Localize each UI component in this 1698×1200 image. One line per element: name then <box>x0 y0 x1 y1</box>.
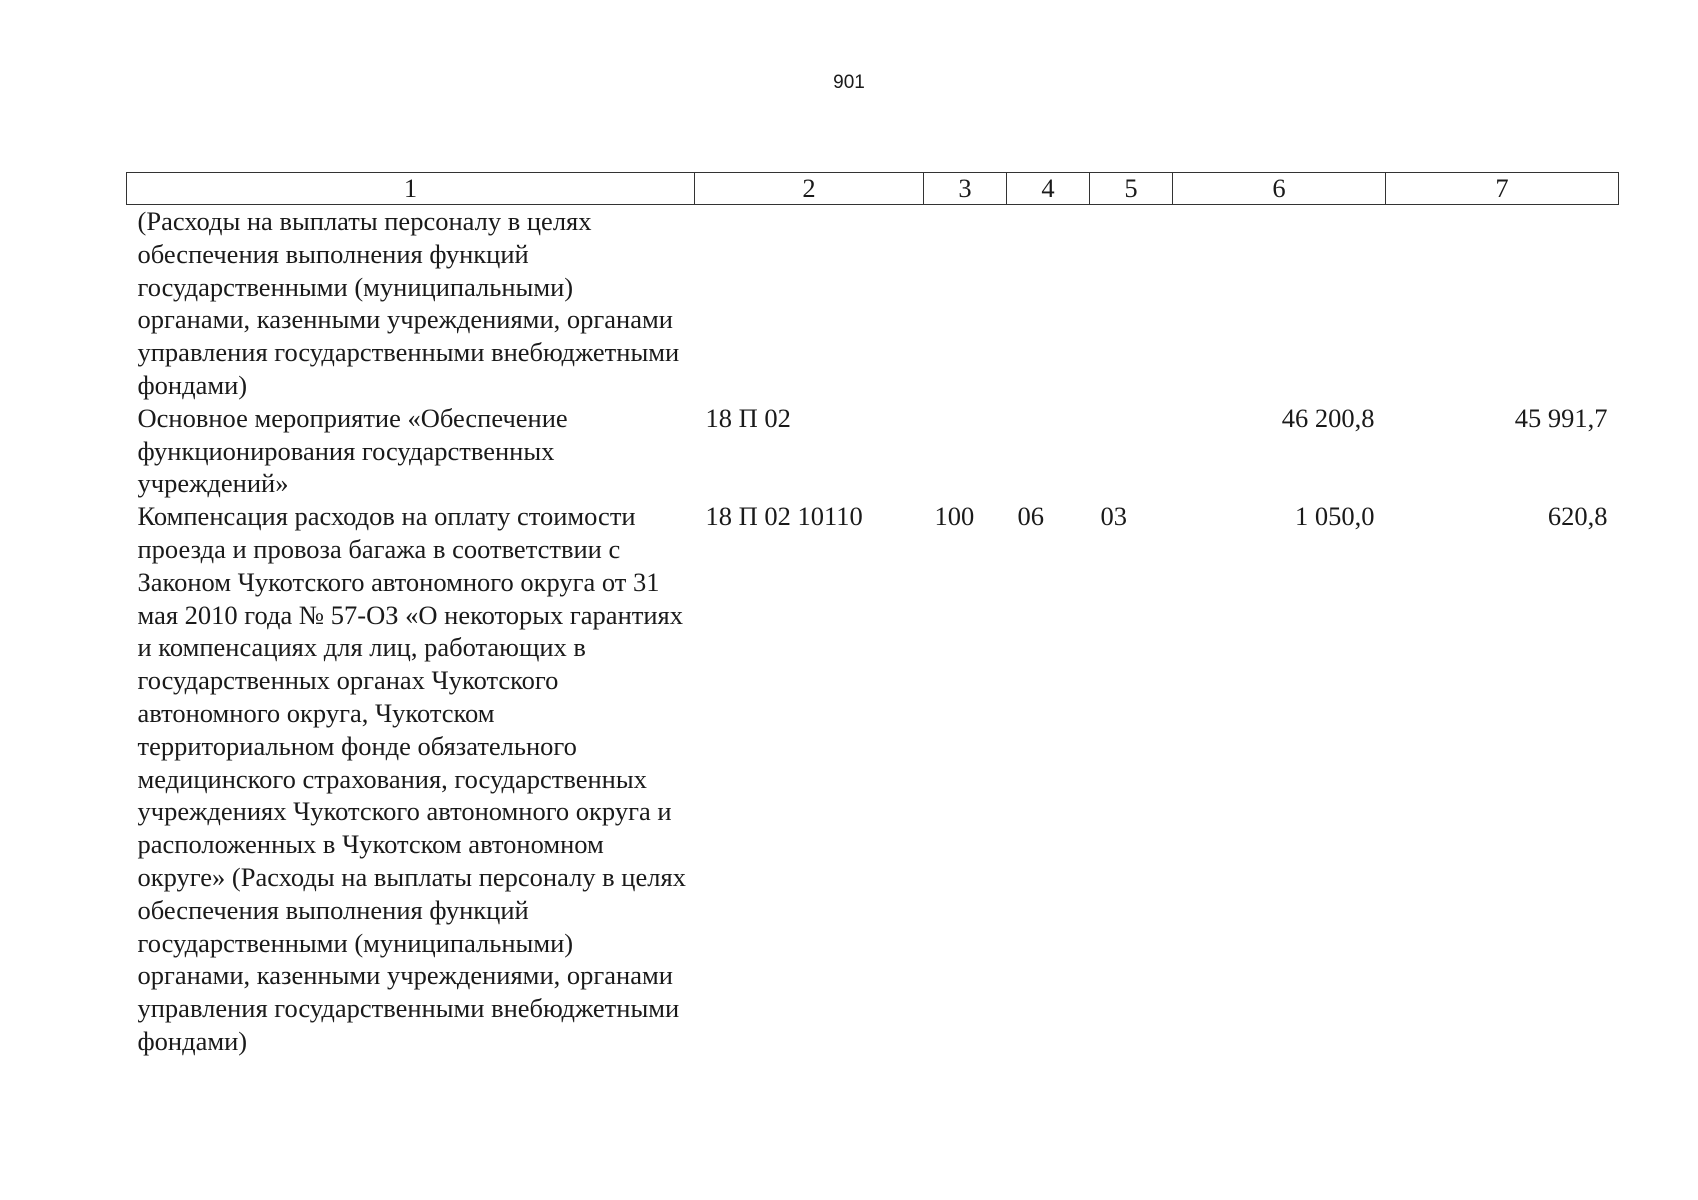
row-sum2-cell <box>1386 205 1619 402</box>
header-cell-7: 7 <box>1386 173 1619 205</box>
row-sum2-cell: 620,8 <box>1547 501 1608 532</box>
row-sum2-cell: 45 991,7 <box>1514 402 1608 433</box>
row-vr-cell: 100 <box>934 501 975 532</box>
row-sum1-cell: 1 050,0 <box>1295 501 1375 532</box>
header-cell-4: 4 <box>1007 173 1090 205</box>
row-name-cell: Основное мероприятие «Обеспечение функционирования государственных учреждений» <box>137 402 568 499</box>
table-body <box>127 205 1619 1058</box>
row-name-cell: (Расходы на выплаты персоналу в целях обеспечения выполнения функций государственными (муниципальными) органами, казенными учреждениями, органами управления государственными внебюджетными фондами) <box>137 206 680 400</box>
table-row <box>127 500 1619 1058</box>
header-cell-3: 3 <box>924 173 1007 205</box>
row-vr-cell <box>924 402 1007 500</box>
header-cell-2: 2 <box>695 173 924 205</box>
row-pr-cell <box>1090 205 1173 402</box>
row-rz-cell <box>1007 205 1090 402</box>
header-row <box>127 173 1619 205</box>
row-code-cell: 18 П 02 <box>705 402 791 433</box>
table-header <box>127 173 1619 205</box>
row-sum1-cell <box>1173 205 1386 402</box>
row-pr-cell: 03 <box>1100 501 1127 532</box>
header-cell-6: 6 <box>1173 173 1386 205</box>
budget-table <box>126 172 1619 1058</box>
table-row <box>127 205 1619 402</box>
row-name-cell: Компенсация расходов на оплату стоимости проезда и провоза багажа в соответствии с Законом Чукотского автономного округа от 31 мая 2010 года № 57-ОЗ «О некоторых гарантиях и компенсациях для лиц, работающих в государственных органах Чукотского автономного округа, Чукотском территориальном фонде обязательного медицинского страхования, государственных учреждениях Чукотского автономного округа и расположенных в Чукотском автономном округе» (Расходы на выплаты персоналу в целях обеспечения выполнения функций государственными (муниципальными) органами, казенными учреждениями, органами управления государственными внебюджетными фондами) <box>137 501 686 1056</box>
page-number: 901 <box>833 72 865 93</box>
row-code-cell <box>695 205 924 402</box>
row-pr-cell <box>1090 402 1173 500</box>
table-row <box>127 402 1619 500</box>
header-cell-1: 1 <box>127 173 695 205</box>
row-code-cell: 18 П 02 10110 <box>705 501 863 532</box>
row-rz-cell: 06 <box>1017 501 1044 532</box>
header-cell-5: 5 <box>1090 173 1173 205</box>
row-rz-cell <box>1007 402 1090 500</box>
row-vr-cell <box>924 205 1007 402</box>
row-sum1-cell: 46 200,8 <box>1281 402 1375 433</box>
